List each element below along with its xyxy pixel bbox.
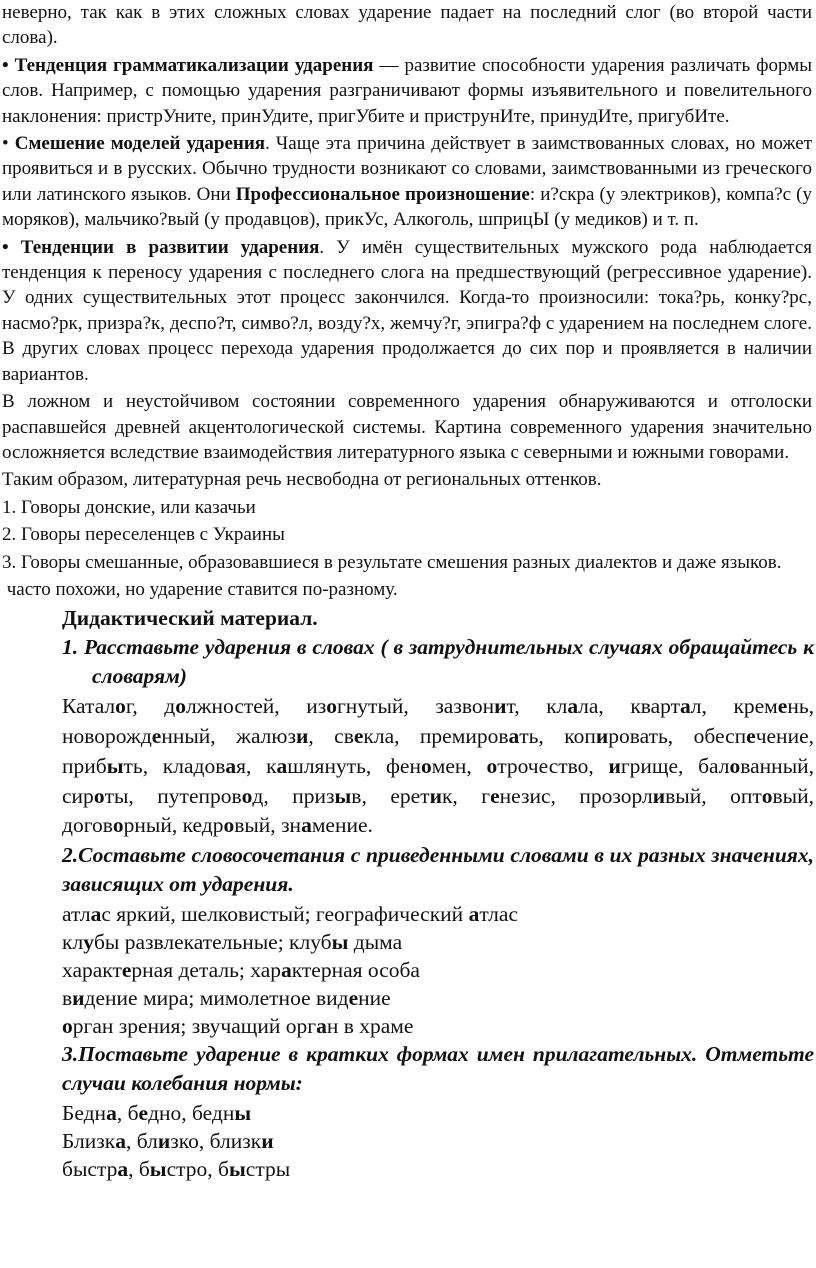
paragraph-grammaticalization [0, 53, 816, 129]
stress-word: быстры [218, 1157, 291, 1182]
stressed-letter: и [595, 723, 609, 748]
adjective-forms-line [0, 1127, 816, 1155]
stress-word: бедно, [127, 1101, 193, 1126]
stress-word: ан в храме [316, 1014, 414, 1039]
stress-word: Бедна, [62, 1101, 128, 1126]
stressed-letter: ы [106, 753, 124, 778]
stress-word: близки [209, 1129, 274, 1154]
collocation-line [0, 1012, 816, 1040]
stressed-letter: у [83, 930, 94, 955]
stressed-letter: а [115, 1129, 126, 1154]
stressed-letter: и [72, 986, 85, 1011]
stress-word: отрочество, [486, 753, 609, 778]
stress-word: Каталог, [62, 694, 165, 719]
stressed-letter: е [353, 723, 364, 748]
stress-word: зазвонит, [435, 694, 547, 719]
stress-word: Близка, [62, 1129, 137, 1154]
term-grammaticalization: • Тенденция грамматикализации ударения [2, 54, 374, 76]
task-2-title: 2.Составьте словосочетания с приведенными словами в их разных значениях, зависящих от ударения. [62, 843, 814, 896]
stressed-letter: е [348, 986, 359, 1011]
stressed-letter: а [680, 694, 691, 719]
stress-word: свекла, [334, 723, 420, 748]
stress-word: орган зрения; звучащий орг [62, 1014, 317, 1039]
stress-word: клала, [546, 694, 631, 719]
stress-word: ы дыма [331, 930, 403, 955]
stressed-letter: о [326, 694, 337, 719]
stress-word: призыв, [292, 783, 391, 808]
term-tendencies: • Тенденции в развитии ударения [2, 236, 320, 258]
stress-word: кладовая, [162, 753, 267, 778]
stressed-letter: ы [331, 930, 349, 955]
stressed-letter: е [777, 694, 788, 719]
stress-word: должностей, [164, 694, 307, 719]
stressed-letter: ы [149, 1157, 167, 1182]
stressed-letter: о [62, 1014, 73, 1039]
stressed-letter: а [106, 1101, 117, 1126]
stressed-letter: а [276, 753, 288, 778]
stressed-letter: ы [234, 1101, 252, 1126]
stress-word: кашлянуть, [266, 753, 386, 778]
stressed-letter: о [175, 694, 186, 719]
stress-word: изогнутый, [306, 694, 436, 719]
stressed-letter: о [241, 783, 253, 808]
stress-word: бедны [192, 1101, 252, 1126]
stress-word: договорный, [62, 813, 183, 838]
stress-word: актерная особа [281, 958, 420, 983]
task-3-lines [0, 1099, 816, 1183]
stressed-letter: о [115, 694, 126, 719]
stress-word: копировать, [564, 723, 694, 748]
stressed-letter: ы [334, 783, 352, 808]
task-2-lines [0, 900, 816, 1040]
text-grammaticalization: — развитие способности ударения различать формы слов. Например, с помощью ударения разграничивают формы изъявительного и повелительного наклонения: пристрУните, принУдите, пригУбите и приструнИте, принудИте, пригубИте. [2, 54, 812, 127]
stress-word: ение [348, 986, 391, 1011]
stressed-letter: о [729, 753, 741, 778]
stressed-letter: а [567, 694, 579, 719]
stress-word: быстро, [138, 1157, 219, 1182]
stressed-letter: и [652, 783, 666, 808]
stressed-letter: е [151, 723, 162, 748]
paragraph-conclusion: Таким образом, литературная речь несвободна от региональных оттенков. [2, 469, 602, 491]
adjective-forms-line [0, 1099, 816, 1127]
stress-word: жалюзи, [236, 723, 335, 748]
stressed-letter: и [295, 723, 309, 748]
task-1-word-list [0, 692, 816, 841]
stressed-letter: а [90, 902, 102, 927]
term-professional: Профессиональное произношение [235, 183, 530, 205]
stress-word: сироты, [62, 783, 158, 808]
stress-word: прибыть, [62, 753, 163, 778]
collocation-line [0, 956, 816, 984]
stressed-letter: е [490, 783, 500, 808]
stress-word: атлас яркий, шелковистый; географический [62, 902, 469, 927]
stressed-letter: о [761, 783, 773, 808]
paragraph-tendencies [0, 235, 816, 387]
stressed-letter: а [281, 958, 292, 983]
stressed-letter: и [429, 783, 442, 808]
text-mixing-models-1: . Чаще эта причина действует в заимствованных словах, но может проявиться и в русских. Обычно трудности возникают со словами, заимствованными из греческого или латинского языков. Они [2, 133, 813, 205]
list-item-3: 3. Говоры смешанные, образовавшиеся в результате смешения разных диалектов и даже языков. [2, 551, 782, 573]
collocation-line [0, 900, 816, 928]
stress-word: близко, [136, 1129, 210, 1154]
stress-word: игрище, [608, 753, 699, 778]
term-mixing-models: Смешение моделей ударения [14, 133, 266, 155]
collocation-line [0, 984, 816, 1012]
stressed-letter: е [121, 958, 132, 983]
stress-word: еретик, [390, 783, 482, 808]
stressed-letter: а [468, 902, 480, 927]
stressed-letter: о [112, 813, 124, 838]
text-mixing-models-2: : и?скра (у электриков), компа?с (у моряков), мальчико?вый (у продавцов), прикУс, Алкоголь, шприцЫ (у медиков) и т. п. [2, 183, 812, 231]
stressed-letter: и [494, 694, 507, 719]
stress-word: квартал, [630, 694, 734, 719]
stress-word: характерная деталь; хар [62, 958, 281, 983]
paragraph-similar: часто похожи, но ударение ставится по-разному. [2, 578, 398, 600]
stressed-letter: о [486, 753, 498, 778]
stressed-letter: а [508, 723, 520, 748]
section-heading: Дидактический материал. [62, 606, 318, 631]
stress-word: атлас [468, 902, 518, 927]
stressed-letter: а [225, 753, 237, 778]
stress-word: прозорливый, [579, 783, 731, 808]
stress-word: путепровод, [157, 783, 293, 808]
stressed-letter: а [117, 1157, 129, 1182]
task-3-title: 3.Поставьте ударение в кратких формах имен прилагательных. Отметьте случаи колебания нормы: [62, 1042, 814, 1095]
stressed-letter: о [420, 753, 432, 778]
stressed-letter: ы [229, 1157, 246, 1182]
stress-word: видение мира; мимолетное вид [62, 986, 349, 1011]
list-item-1: 1. Говоры донские, или казачьи [2, 496, 256, 518]
stressed-letter: а [301, 813, 312, 838]
stress-word: новорожденный, [62, 723, 237, 748]
stress-word: балованный, [698, 753, 815, 778]
stress-word: быстра, [62, 1157, 139, 1182]
paragraph-false-state: В ложном и неустойчивом состоянии современного ударения обнаруживаются и отголоски распавшейся древней акцентологической системы. Картина современного ударения значительно осложняется вследствие взаимодействия литературного языка с северными и южными говорами. [2, 391, 812, 463]
stressed-letter: и [261, 1129, 274, 1154]
stressed-letter: а [316, 1014, 327, 1039]
stressed-letter: е [138, 1101, 149, 1126]
collocation-line [0, 928, 816, 956]
stress-word: кремень, [733, 694, 815, 719]
adjective-forms-line [0, 1155, 816, 1183]
stress-word: премировать, [419, 723, 565, 748]
stressed-letter: о [223, 813, 235, 838]
stress-word: генезис, [481, 783, 580, 808]
bullet: • [2, 133, 15, 155]
stressed-letter: и [608, 753, 621, 778]
stress-word: кедровый, [182, 813, 282, 838]
stress-word: обеспечение, [693, 723, 814, 748]
paragraph-mixing-models [0, 131, 816, 233]
stressed-letter: о [93, 783, 105, 808]
stress-word: знамение. [281, 813, 373, 838]
paragraph-intro: неверно, так как в этих сложных словах ударение падает на последний слог (во второй части слова). [2, 2, 812, 49]
task-1-title: 1. Расставьте ударения в словах ( в затруднительных случаях обращайтесь к словарям) [62, 634, 814, 688]
text-tendencies: . У имён существительных мужского рода наблюдается тенденция к переносу ударения с последнего слога на предшествующий (регрессивное ударение). У одних существительных этот процесс закончился. Когда-то произносили: тока?рь, конку?рс, насмо?рк, призра?к, деспо?т, симво?л, возду?х, жемчу?г, эпигра?ф с ударением на последнем слоге. В других словах процесс перехода ударения продолжается до сих пор и проявляется в наличии вариантов. [2, 236, 812, 385]
stress-word: феномен, [385, 753, 487, 778]
stressed-letter: е [746, 723, 756, 748]
list-item-2: 2. Говоры переселенцев с Украины [2, 524, 285, 546]
stress-word: клубы развлекательные; клуб [62, 930, 332, 955]
stress-word: оптовый, [730, 783, 814, 808]
stressed-letter: и [157, 1129, 171, 1154]
